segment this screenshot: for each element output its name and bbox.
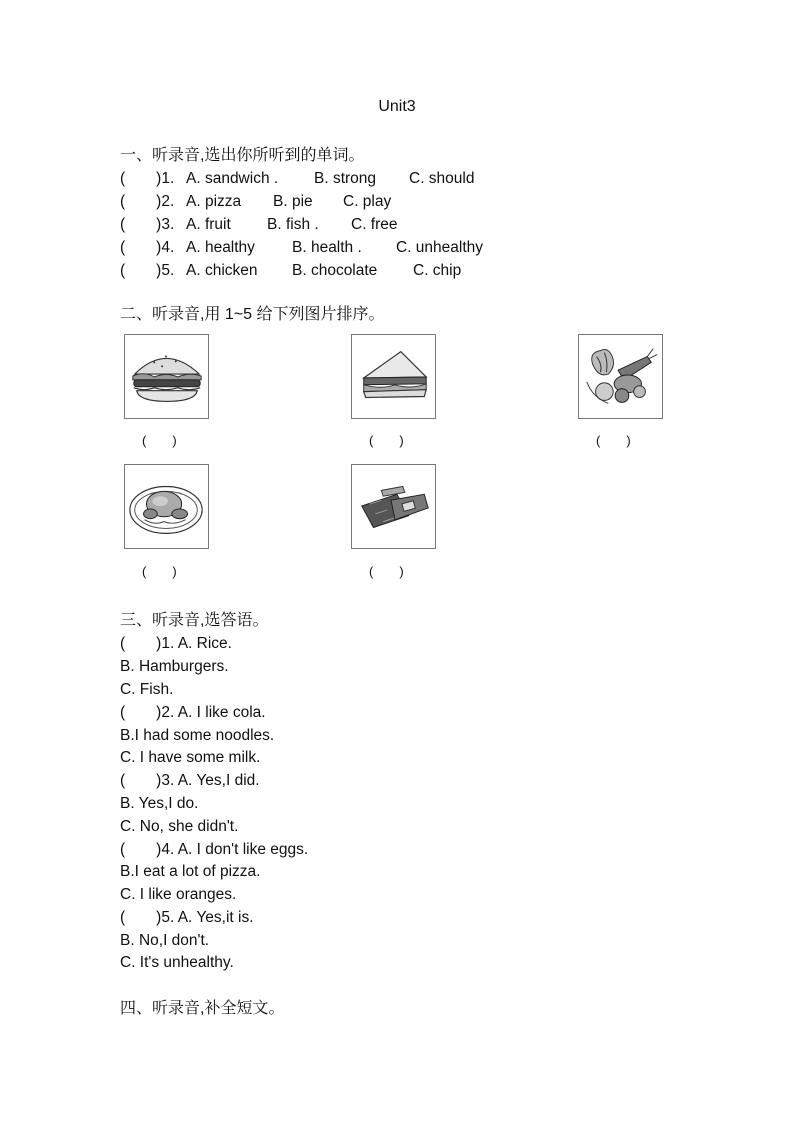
item-number: ( )4. bbox=[120, 239, 175, 256]
option-a: A. sandwich . bbox=[186, 170, 279, 187]
option-a: A. fruit bbox=[186, 216, 231, 233]
vegetables-icon bbox=[579, 335, 662, 418]
picture-vegetables bbox=[578, 334, 663, 419]
picture-chicken bbox=[124, 464, 209, 549]
section1-item-3 bbox=[120, 215, 398, 235]
chicken-icon bbox=[125, 465, 208, 548]
item-number: ( )1. bbox=[120, 170, 175, 187]
order-blank-2[interactable]: ( ) bbox=[369, 433, 404, 448]
chocolate-icon bbox=[352, 465, 435, 548]
item-number: ( )3. bbox=[120, 216, 175, 233]
section3-line: B.I had some noodles. bbox=[120, 727, 275, 744]
option-b: B. pie bbox=[273, 193, 313, 210]
section3-line: ( )4. A. I don't like eggs. bbox=[120, 841, 309, 858]
sandwich-icon bbox=[352, 335, 435, 418]
option-a: A. healthy bbox=[186, 239, 255, 256]
option-c: C. should bbox=[409, 170, 475, 187]
option-b: B. fish . bbox=[267, 216, 319, 233]
picture-sandwich bbox=[351, 334, 436, 419]
item-number: ( )2. bbox=[120, 193, 175, 210]
section3-heading: 三、听录音,选答语。 bbox=[120, 612, 269, 629]
item-number: ( )5. bbox=[120, 262, 175, 279]
option-c: C. chip bbox=[413, 262, 462, 279]
section3-line: C. No, she didn't. bbox=[120, 818, 239, 835]
section1-item-1 bbox=[120, 169, 474, 189]
section3-line: C. It's unhealthy. bbox=[120, 954, 234, 971]
order-blank-4[interactable]: ( ) bbox=[142, 564, 177, 579]
order-blank-5[interactable]: ( ) bbox=[369, 564, 404, 579]
option-b: B. chocolate bbox=[292, 262, 378, 279]
section3-line: C. Fish. bbox=[120, 681, 174, 698]
section3-line: B. No,I don't. bbox=[120, 932, 210, 949]
option-b: B. strong bbox=[314, 170, 377, 187]
section3-line: ( )3. A. Yes,I did. bbox=[120, 772, 260, 789]
option-a: A. pizza bbox=[186, 193, 242, 210]
option-c: C. unhealthy bbox=[396, 239, 484, 256]
section3-line: B.I eat a lot of pizza. bbox=[120, 863, 261, 880]
section1-item-4 bbox=[120, 238, 483, 258]
order-blank-3[interactable]: ( ) bbox=[596, 433, 631, 448]
section3-line: B. Hamburgers. bbox=[120, 658, 229, 675]
option-a: A. chicken bbox=[186, 262, 258, 279]
section4-heading: 四、听录音,补全短文。 bbox=[120, 1000, 285, 1017]
option-c: C. free bbox=[351, 216, 398, 233]
section2-heading: 二、听录音,用 1~5 给下列图片排序。 bbox=[120, 306, 385, 323]
section1-item-2 bbox=[120, 192, 391, 212]
section3-line: C. I have some milk. bbox=[120, 749, 261, 766]
option-c: C. play bbox=[343, 193, 392, 210]
section1-heading: 一、听录音,选出你所听到的单词。 bbox=[120, 147, 365, 164]
section3-line: ( )1. A. Rice. bbox=[120, 635, 232, 652]
picture-hamburger bbox=[124, 334, 209, 419]
order-blank-1[interactable]: ( ) bbox=[142, 433, 177, 448]
section3-line: ( )2. A. I like cola. bbox=[120, 704, 266, 721]
option-b: B. health . bbox=[292, 239, 362, 256]
hamburger-icon bbox=[125, 335, 208, 418]
picture-chocolate bbox=[351, 464, 436, 549]
section3-line: ( )5. A. Yes,it is. bbox=[120, 909, 254, 926]
section3-line: C. I like oranges. bbox=[120, 886, 237, 903]
section3-line: B. Yes,I do. bbox=[120, 795, 199, 812]
page-title: Unit3 bbox=[378, 98, 416, 115]
section1-item-5 bbox=[120, 261, 461, 281]
